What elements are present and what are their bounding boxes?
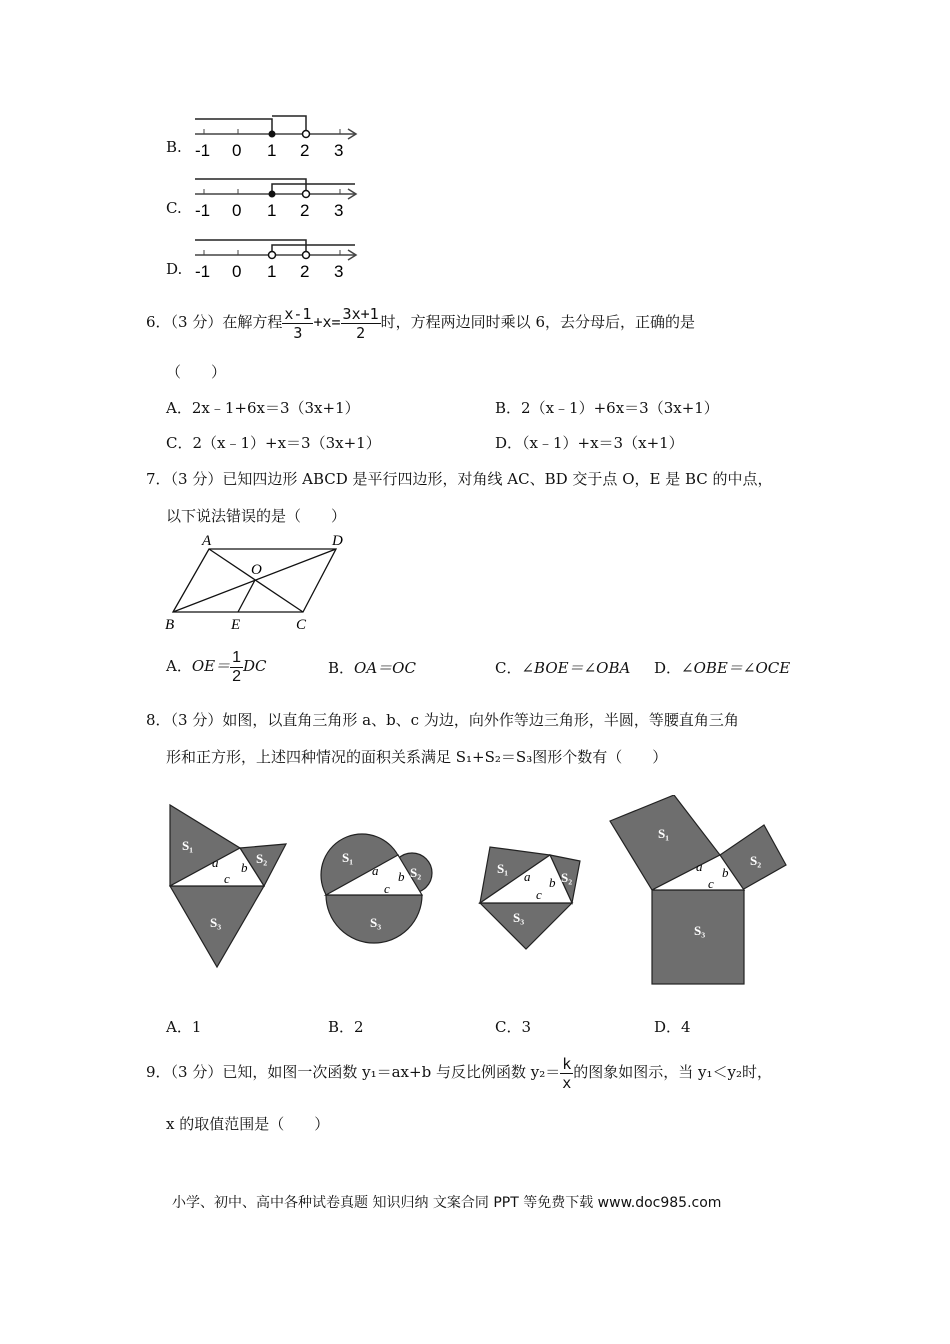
page-footer: 小学、初中、高中各种试卷真题 知识归纳 文案合同 PPT 等免费下载 www.doc985.com [172,1195,722,1211]
question-9-line-2: x 的取值范围是（ ） [166,1115,330,1133]
number-line-c [190,172,365,222]
tick-label: 3 [334,201,344,220]
q7-option-a: A．OE＝ $\frac{1}{2}$ DC [166,648,267,685]
side-c-label: c [536,887,542,902]
q6-answer-paren: （ ） [166,363,227,381]
s1-label: S₁ [182,838,194,853]
figure-square [610,795,786,984]
side-c-label: c [384,881,390,896]
vertex-e: E [231,617,241,632]
q8-option-d: D．4 [654,1018,691,1036]
q6-option-b: B．2（x﹣1）+6x＝3（3x+1） [495,399,719,417]
s1-label: S₁ [497,861,509,876]
q8-option-c: C．3 [495,1018,532,1036]
q6-option-a: A．2x﹣1+6x＝3（3x+1） [166,399,360,417]
side-b-label: b [398,869,405,884]
question-8-line-2: 形和正方形，上述四种情况的面积关系满足 S₁+S₂＝S₃图形个数有（ ） [166,748,668,766]
q7-option-c: C．∠BOE＝∠OBA [495,659,631,677]
q8-option-b: B．2 [328,1018,364,1036]
s2-label: S₂ [256,851,268,866]
s2-label: S₂ [410,865,422,880]
figure-equilateral [170,805,286,967]
q7-option-d: D．∠OBE＝∠OCE [654,659,791,677]
tick-label: 0 [232,262,242,281]
option-c-label: C. [166,199,182,217]
q6-option-d: D．（x﹣1）+x＝3（x+1） [495,434,684,452]
vertex-d: D [332,533,343,549]
q6-text-pre: 6．（3 分）在解方程 [146,313,283,331]
question-7-line-1: 7．（3 分）已知四边形 ABCD 是平行四边形，对角线 AC、BD 交于点 O，E 是 BC 的中点， [146,470,773,488]
question-6-stem [146,302,695,342]
s1-label: S₁ [342,850,354,865]
s3-label: S₃ [513,910,525,925]
tick-label: 2 [300,201,310,220]
tick-label: 0 [232,141,242,160]
q9-fraction: $\frac{k}{x}$ [562,1054,572,1092]
tick-label: -1 [195,201,211,220]
tick-label: -1 [195,262,211,281]
s3-label: S₃ [210,915,222,930]
q6-fraction-1: $\frac{x-1}{3}$ [284,304,312,342]
q6-option-c: C．2（x﹣1）+x＝3（3x+1） [166,434,381,452]
s3-label: S₃ [694,923,706,938]
vertex-a: A [202,533,212,549]
tick-label: 3 [334,141,344,160]
side-a-label: a [524,869,531,884]
side-c-label: c [224,871,230,886]
option-d-label: D. [166,260,183,278]
tick-label: 2 [300,141,310,160]
q6-text-rest: 时，方程两边同时乘以 6，去分母后，正确的是 [380,313,695,331]
side-b-label: b [722,865,729,880]
tick-label: 0 [232,201,242,220]
number-line-b [190,112,365,162]
q7-fraction: $\frac{1}{2}$ [232,648,241,685]
vertex-b: B [165,617,175,632]
tick-label: 1 [267,141,277,160]
q6-fraction-2: $\frac{3x+1}{2}$ [342,304,379,342]
tick-label: 1 [267,262,277,281]
side-a-label: a [372,863,379,878]
side-a-label: a [696,859,703,874]
side-a-label: a [212,855,219,870]
tick-label: 3 [334,262,344,281]
side-b-label: b [241,860,248,875]
tick-label: 2 [300,262,310,281]
parallelogram-figure [160,530,360,632]
option-b-label: B. [166,138,182,156]
s1-label: S₁ [658,826,670,841]
side-c-label: c [708,876,714,891]
s2-label: S₂ [750,853,762,868]
question-9-line-1: 9．（3 分）已知，如图一次函数 y₁＝ax+b 与反比例函数 y₂＝ $\frac{k}{x}$ 的图象如图示，当 y₁＜y₂时， [146,1054,772,1092]
question-8-line-1: 8．（3 分）如图，以直角三角形 a、b、c 为边，向外作等边三角形，半圆，等腰直角三角 [146,711,739,729]
q7-option-b: B．OA＝OC [328,659,416,677]
tick-label: -1 [195,141,211,160]
vertex-c: C [296,617,307,632]
number-line-d [190,233,365,283]
side-b-label: b [549,875,556,890]
figure-isosceles-right [480,847,580,949]
tick-label: 1 [267,201,277,220]
area-figures [160,795,800,995]
s2-label: S₂ [561,870,573,885]
vertex-o: O [251,562,262,578]
q8-option-a: A．1 [166,1018,202,1036]
q6-text-mid: +x= [313,313,341,331]
s3-label: S₃ [370,915,382,930]
question-7-line-2: 以下说法错误的是（ ） [166,507,347,525]
